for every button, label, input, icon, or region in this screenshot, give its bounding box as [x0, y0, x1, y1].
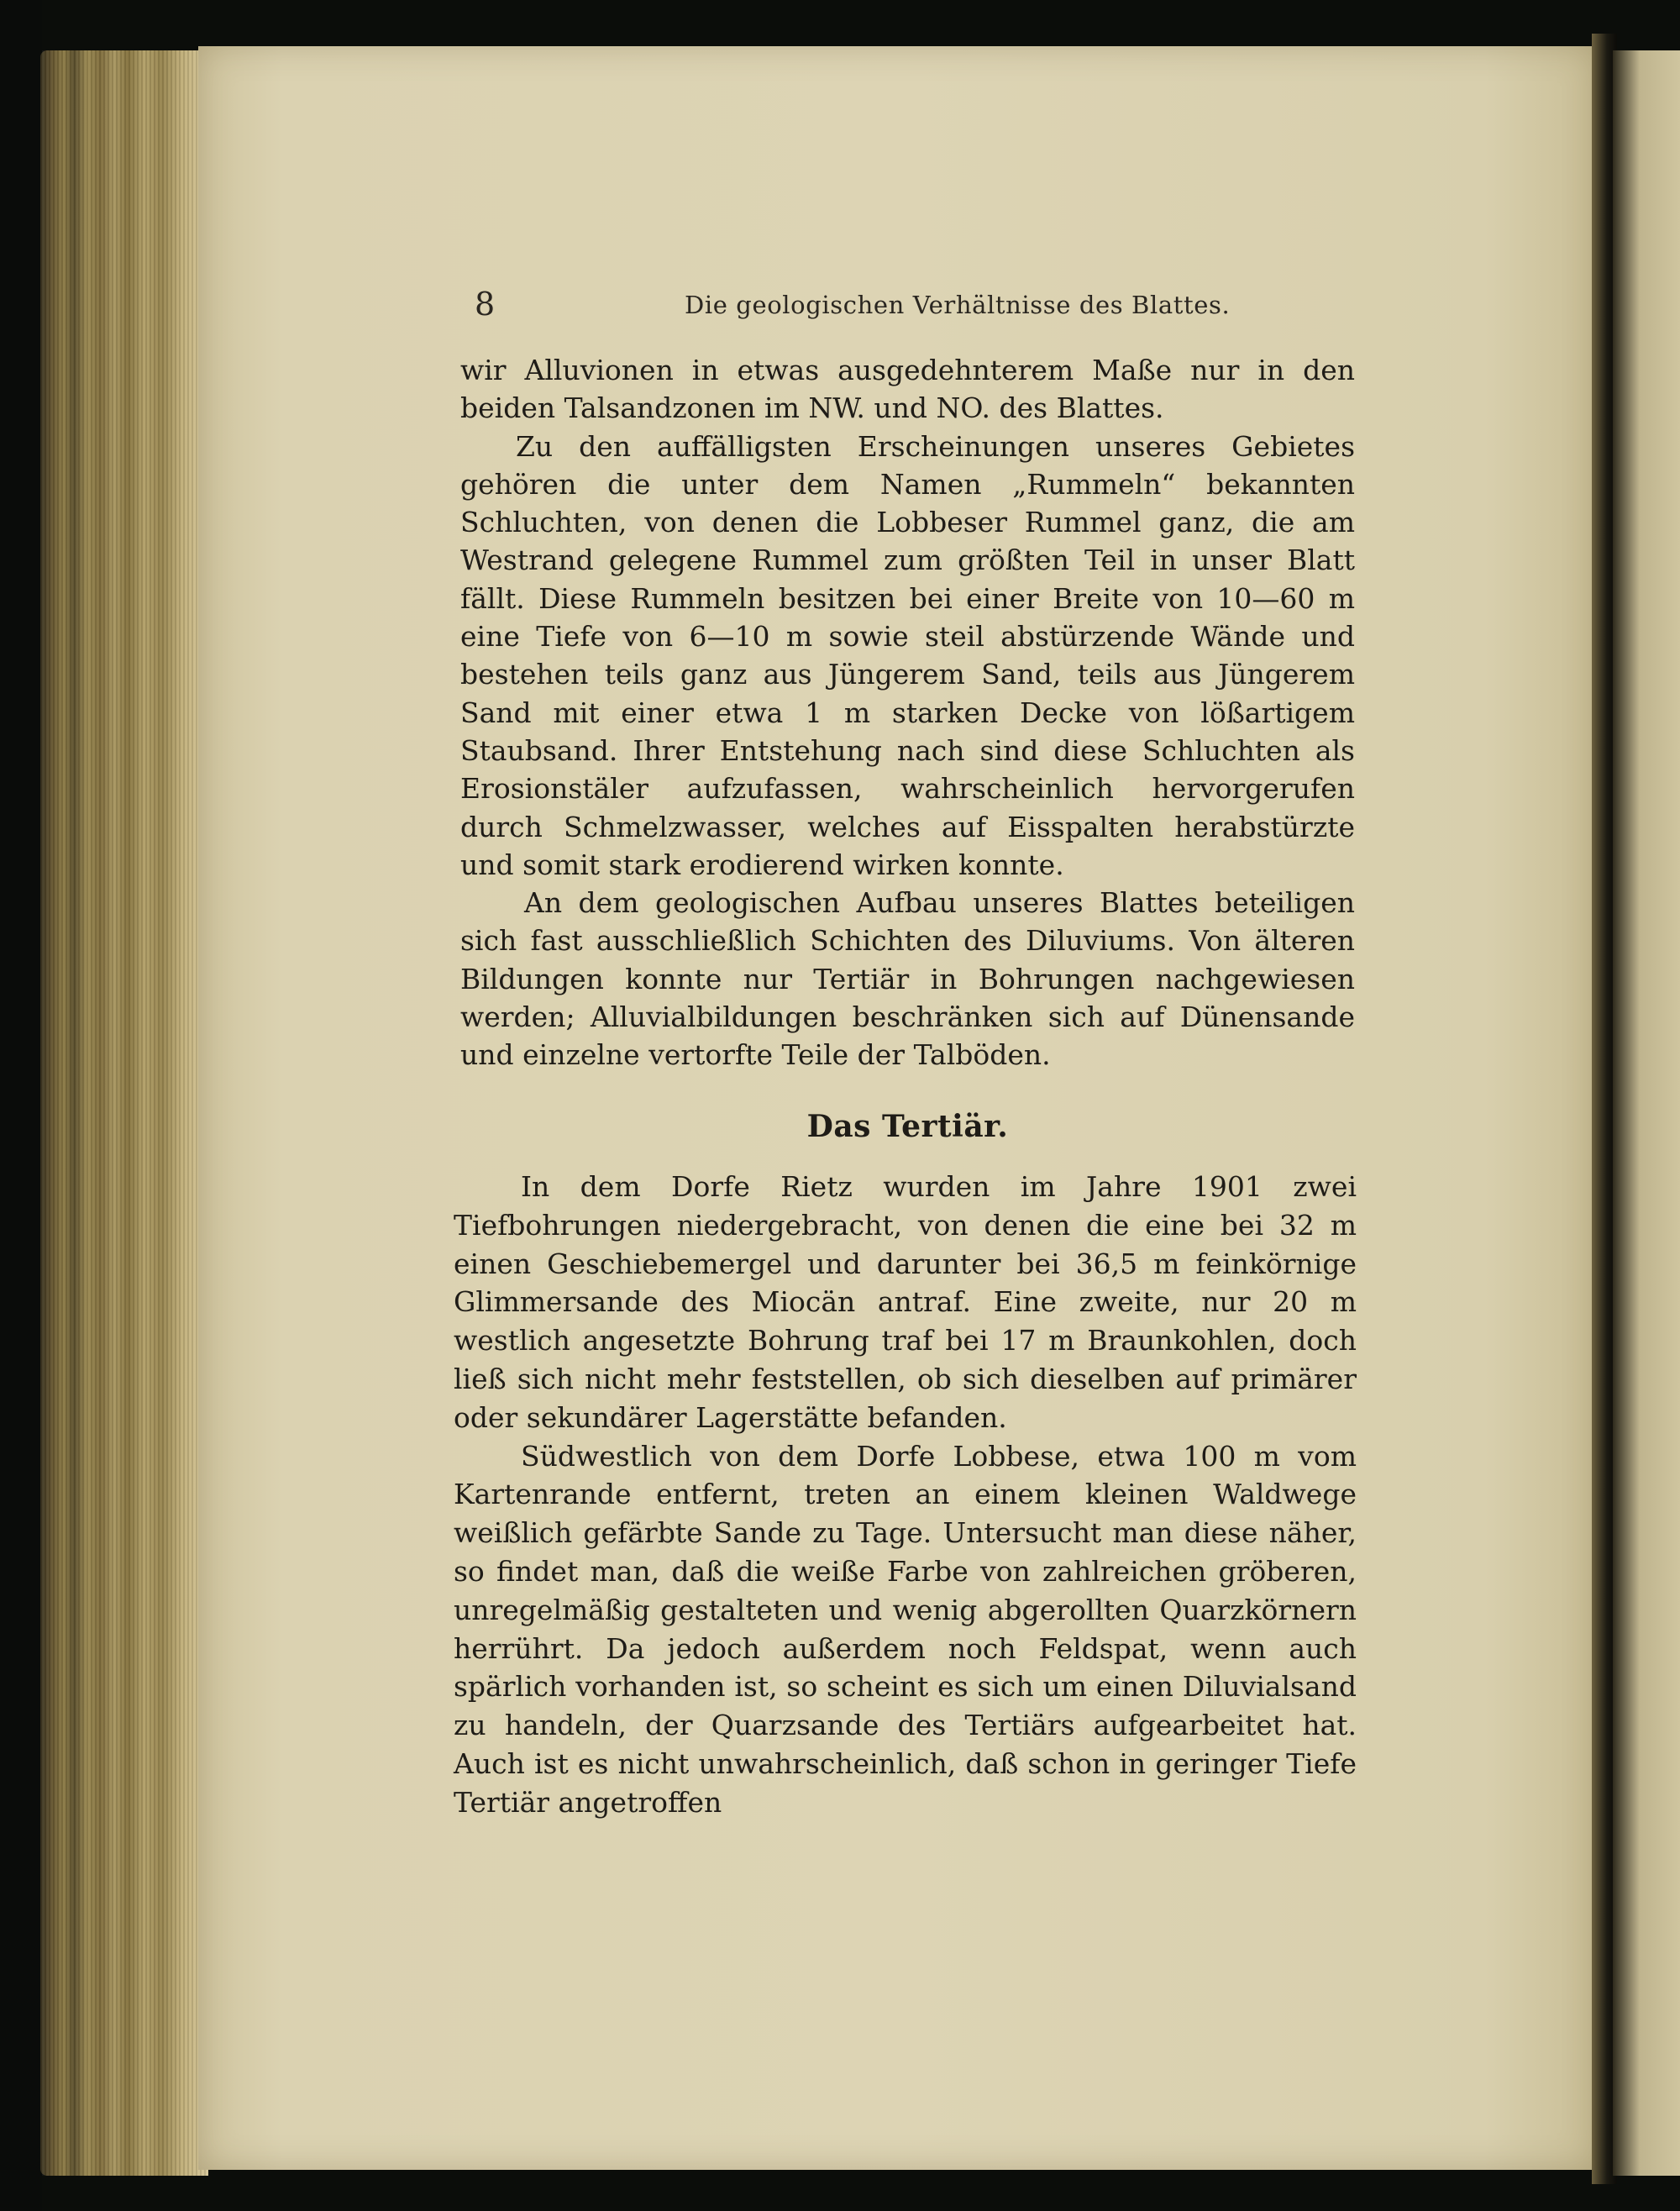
- section-heading: Das Tertiär.: [806, 1109, 1009, 1144]
- paragraph: wir Alluvionen in etwas ausgedehnterem Maße nur in den beiden Talsandzonen im NW. und NO. des Blattes.: [460, 354, 1355, 425]
- page-edges: [40, 50, 208, 2176]
- page-number: 8: [475, 286, 496, 323]
- text-block-tertiary: [454, 1168, 1357, 1822]
- running-title: Die geologischen Verhältnisse des Blattes.: [685, 291, 1231, 319]
- paragraph: Südwestlich von dem Dorfe Lobbese, etwa 100 m vom Kartenrande entfernt, treten an einem kleinen Waldwege weißlich gefärbte Sande zu Tage. Untersucht man diese näher, so findet man, daß die weiße Farbe von zahlreichen gröberen, unregelmäßig gestalteten und wenig abgerollten Quarzkörnern herrührt. Da jedoch außerdem noch Feldspat, wenn auch spärlich vorhanden ist, so scheint es sich um einen Diluvialsand zu handeln, der Quarzsande des Tertiärs aufgearbeitet hat. Auch ist es nicht unwahrscheinlich, daß schon in geringer Tiefe Tertiär angetroffen: [454, 1439, 1357, 1819]
- facing-page-edge: [1613, 50, 1680, 2176]
- paragraph: In dem Dorfe Rietz wurden im Jahre 1901 zwei Tiefbohrungen niedergebracht, von denen die eine bei 32 m einen Geschiebemergel und darunter bei 36,5 m feinkörnige Glimmersande des Miocän antraf. Eine zweite, nur 20 m westlich angesetzte Bohrung traf bei 17 m Braunkohlen, doch ließ sich nicht mehr feststellen, ob sich dieselben auf primärer oder sekundärer Lagerstätte befanden.: [454, 1170, 1357, 1434]
- paragraph: Zu den auffälligsten Erscheinungen unseres Gebietes gehören die unter dem Namen „Rummeln“ bekannten Schluchten, von denen die Lobbeser Rummel ganz, die am Westrand gelegene Rummel zum größten Teil in unser Blatt fällt. Diese Rummeln besitzen bei einer Breite von 10—60 m eine Tiefe von 6—10 m sowie steil abstürzende Wände und bestehen teils ganz aus Jüngerem Sand, teils aus Jüngerem Sand mit einer etwa 1 m starken Decke von lößartigem Staubsand. Ihrer Entstehung nach sind diese Schluchten als Erosionstäler aufzufassen, wahrscheinlich hervorgerufen durch Schmelzwasser, welches auf Eisspalten herabstürzte und somit stark erodierend wirken konnte.: [460, 429, 1355, 881]
- book-spine-edge: [0, 0, 42, 2211]
- running-header: [475, 286, 1373, 336]
- paragraph: An dem geologischen Aufbau unseres Blattes beteiligen sich fast ausschließlich Schichten des Diluviums. Von älteren Bildungen konnte nur Tertiär in Bohrungen nachgewiesen werden; Alluvialbildungen beschränken sich auf Dünensande und einzelne vertorfte Teile der Talböden.: [460, 886, 1355, 1072]
- text-block-intro: [460, 351, 1355, 1074]
